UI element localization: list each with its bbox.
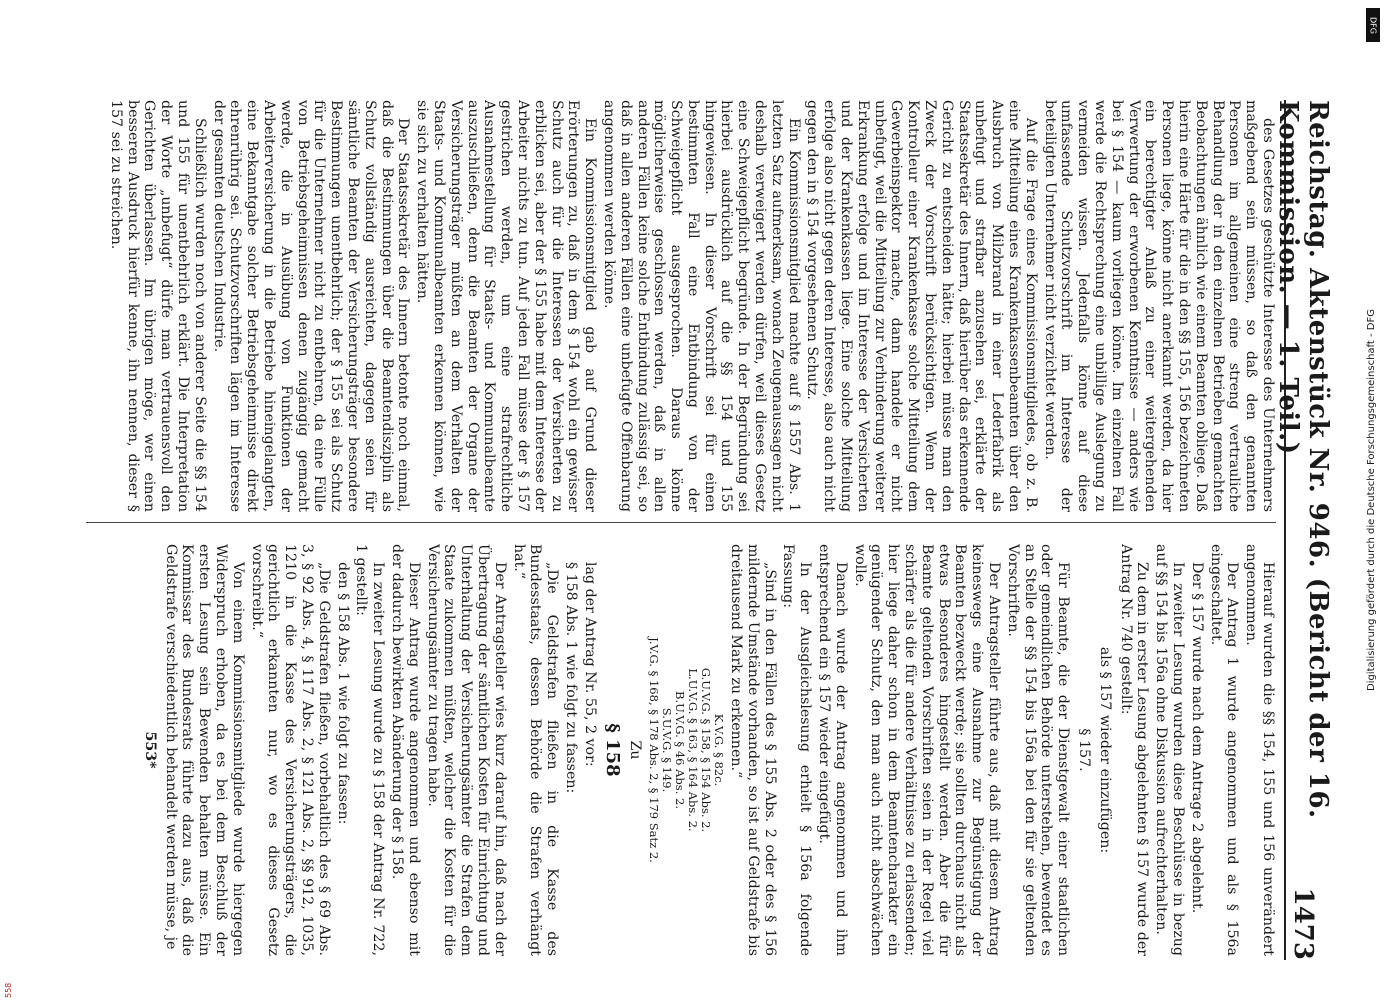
signature-mark: 553* — [141, 731, 158, 769]
paragraph: Schließlich wurden noch von anderer Seite die §§ 154 und 155 für unentbehrlich erklärt. Die Interpretation der Worte „unbefugt“ dürfe man vertrauensvoll den Gerichten überlassen. Im übrigen möge, wer einen besseren Ausdruck hierfür kenne, ihn nennen, dieser § 157 sei zu streichen. — [107, 100, 208, 512]
column-divider — [86, 522, 1276, 523]
paragraph: Der Antrag 1 wurde angenommen und als § 156a eingeschaltet. — [1207, 544, 1241, 956]
page-stamp: 558 — [4, 982, 13, 998]
reference-line: L.U.V.G. § 163, § 164 Abs. 2. — [686, 668, 701, 832]
paragraph: In zweiter Lesung wurden diese Beschlüsse in bezug auf §§ 154 bis 156a ohne Diskussion aufrechterhalten. — [1153, 544, 1187, 956]
page-header — [1273, 100, 1333, 960]
reference-line: S.U.V.G. § 149. — [660, 707, 675, 793]
quoted-text: „Die Geldstrafen fließen in die Kasse des Bundesstaats, dessen Behörde die Strafen verhängt hat.“ — [510, 544, 561, 956]
paragraph: Der Antragsteller wies kurz darauf hin, daß nach der Übertragung der sämtlichen Kosten für Einrichtung und Unterhaltung der Versicherungsämter die Strafen dem Staate zukommen müßten, welcher die Kosten für die Versicherungsämter zu tragen habe. — [424, 544, 508, 956]
paragraph: Ein Kommissionsmitglied machte auf § 1557 Abs. 1 letzten Satz aufmerksam, wonach Zeugenaussagen nicht deshalb verweigert werden dürfen, weil dieses Gesetz eine Schweigepflicht begründe. In der Begründung sei hierbei ausdrücklich auf die §§ 154 und 155 hingewiesen. In dieser Vorschrift sei für einen bestimmten Fall eine Entbindung von der Schweigepflicht ausgesprochen. Daraus könne möglicherweise geschlossen werden, daß in allen anderen Fällen keine solche Entbindung zulässig sei, so daß in allen anderen Fällen eine unbefugte Offenbarung angenommen werden könne. — [600, 100, 802, 512]
page-number: 1473 — [1288, 887, 1318, 960]
paragraph: Von einem Kommissionsmitgliede wurde hiergegen Widerspruch erhoben, da es bei dem Beschluß der ersten Lesung sein Bewenden behalten müsse. Ein Kommissar des Bundesrats führte dazu aus, daß die Geldstrafe verschiedentlich behandelt werden müsse, je — [162, 544, 246, 956]
digitization-credit: Digitalisierung gefördert durch die Deutsche Forschungsgemeinschaft - DFG — [1366, 309, 1377, 692]
running-title: Reichstag. Aktenstück Nr. 946. (Bericht der 16. Kommission. — 1. Teil.) — [1273, 100, 1333, 819]
dfg-logo: DFG — [1366, 8, 1380, 42]
paragraph: Dieser Antrag wurde angenommen und ebenso mit der dadurch bewirkten Abänderung der § 158. — [388, 544, 422, 956]
zu-label: Zu — [627, 740, 644, 760]
rotated-page — [60, 60, 1333, 980]
paragraph: In zweiter Lesung wurde zu § 158 der Antrag Nr. 722, 1 gestellt: — [353, 544, 387, 956]
right-column — [76, 544, 1276, 956]
section-heading: § 158 — [602, 723, 624, 777]
paragraph: Auf die Frage eines Kommissionsmitgliedes, ob z. B. eine Mitteilung eines Krankenkassenbeamten über den Ausbruch von Milzbrand in einer Lederfabrik als unbefugt und strafbar anzusehen sei, erklärte der Staatssekretär des Innern, daß hierüber das erkennende Gericht zu entscheiden hätte; hierbei müsse man den Zweck der Vorschrift berücksichtigen. Wenn der Kontrolleur einer Krankenkasse solche Mitteilung dem Gewerbeinspektor mache, dann handele er nicht unbefugt, weil die Mitteilung zur Verhinderung weiterer Erkrankung erfolge und im Interesse der Versicherten und der Krankenkassen liege. Eine solche Mitteilung erfolge also nicht gegen deren Interesse, also auch nicht gegen den in § 154 vorgesehenen Schutz. — [804, 100, 1039, 512]
paragraph: Der § 157 wurde nach dem Antrage 2 abgelehnt. — [1188, 562, 1205, 914]
paragraph: Ein Kommissionsmitglied gab auf Grund dieser Erörterungen zu, daß in dem § 154 wohl ein gewisser Schutz auch für die Interessen der Versicherten zu erblicken sei, aber der § 155 habe mit dem Interesse der Arbeiter nichts zu tun. Auf jeden Fall müsse der § 157 gestrichen werden, um eine strafrechtliche Ausnahmestellung für Staats- und Kommunalbeamte auszuschließen, denn die Beamten der Organe der Versicherungsträger müßten an dem Verhalten der Staats- und Kommunalbeamten erkennen können, wie sie sich zu verhalten hätten. — [414, 100, 599, 512]
reference-line: B.U.V.G. § 46 Abs. 2. — [673, 691, 688, 809]
paragraph: In der Ausgleichslesung erhielt § 156a folgende Fassung: — [780, 544, 814, 956]
reference-line: J.V.G. § 168, § 178 Abs. 2, § 179 Satz 2. — [647, 637, 662, 863]
paragraph: Zu dem in erster Lesung abgelehnten § 157 wurde der Antrag Nr. 740 gestellt: — [1117, 544, 1151, 956]
quoted-text: „Die Geldstrafen fließen, vorbehaltlich des § 69 Abs. 3, § 92 Abs. 4, § 117 Abs. 2, § 121 Abs. 2, §§ 912, 1035, 1210 in die Kasse des Versicherungsträgers, die gerichtlich erkannten nur, wo es dieses Gesetz vorschreibt.“ — [248, 544, 332, 956]
reference-line: K.V.G. § 82c. — [712, 713, 727, 787]
section-heading: § 157. — [1076, 728, 1093, 772]
paragraph: als § 157 wieder einzufügen: — [1096, 646, 1113, 854]
paragraph: den § 158 Abs. 1 wie folgt zu fassen: — [334, 562, 351, 825]
paragraph: Der Antragsteller führte aus, daß mit diesem Antrag keineswegs eine Ausnahme zur Begünstigung der Beamten bezweckt werde; sie sollten durchaus nicht als etwas Besonderes hingestellt werden. Aber die für Beamte geltenden Vorschriften seien in der Regel viel schärfer als die für andere Verhältnisse zu erlassenden; hier liege daher schon in dem Beamtencharakter ein genügender Schutz, den man auch nicht abschwächen wolle. — [851, 544, 1003, 956]
reference-line: G.U.V.G. § 158, § 154 Abs. 2. — [699, 667, 714, 833]
paragraph: lag der Antrag Nr. 55, 2 vor: — [581, 562, 598, 767]
quoted-text: Für Beamte, die der Dienstgewalt einer staatlichen oder gemeindlichen Behörde unterstehen, bewendet es an Stelle der §§ 154 bis 156a bei den für sie geltenden Vorschriften. — [1004, 544, 1072, 956]
paragraph: Hierauf wurden die §§ 154, 155 und 156 unverändert angenommen. — [1243, 544, 1276, 956]
paragraph: Der Staatssekretär des Innern betonte noch einmal, daß die Bestimmungen über die Beamtendisziplin als Schutz vollständig ausreichten, dagegen seien für sämtliche Beamten der Versicherungsträger besondere Bestimmungen unentbehrlich; der § 155 sei als Schutz für die Unternehmer nicht zu entbehren, da eine Fülle von Betriebsgeheimnissen denen zugängig gemacht werde, die in Ausübung von Funktionen der Arbeiterversicherung in die Betriebe hineingelangten, eine Bekanntgabe solcher Betriebsgeheimnisse direkt ehrenrührig sei. Schutzvorschriften lägen im Interesse der gesamten deutschen Industrie. — [210, 100, 412, 512]
paragraph: Danach wurde der Antrag angenommen und ihm entsprechend ein § 157 wieder eingefügt. — [816, 544, 849, 956]
left-column — [76, 100, 1276, 512]
paragraph: § 158 Abs. 1 wie folgt zu fassen: — [562, 562, 579, 794]
quoted-text: „Sind in den Fällen des § 155 Abs. 2 oder des § 156 mildernde Umstände vorhanden, so ist auf Geldstrafe bis dreitausend Mark zu erkennen.“ — [728, 544, 778, 956]
paragraph: des Gesetzes geschützte Interesse des Unternehmers maßgebend sein müssen, so daß den genannten Personen im allgemeinen eine streng vertrauliche Behandlung der in den einzelnen Betrieben gemachten Beobachtungen ähnlich wie einem Beamten obliege. Daß hierin eine Härte für die in den §§ 155, 156 bezeichneten Personen liege, könne nicht anerkannt werden, da hier ein berechtigter Anlaß zu einer weitergehenden Verwertung der erworbenen Kenntnisse — anders wie bei § 154 — kaum vorliegen könne. Im einzelnen Fall werde die Rechtsprechung eine unbillige Auslegung zu vermeiden wissen. Jedenfalls könne auf diese umfassende Schutzvorschrift im Interesse der beteiligten Unternehmer nicht verzichtet werden. — [1041, 100, 1276, 512]
